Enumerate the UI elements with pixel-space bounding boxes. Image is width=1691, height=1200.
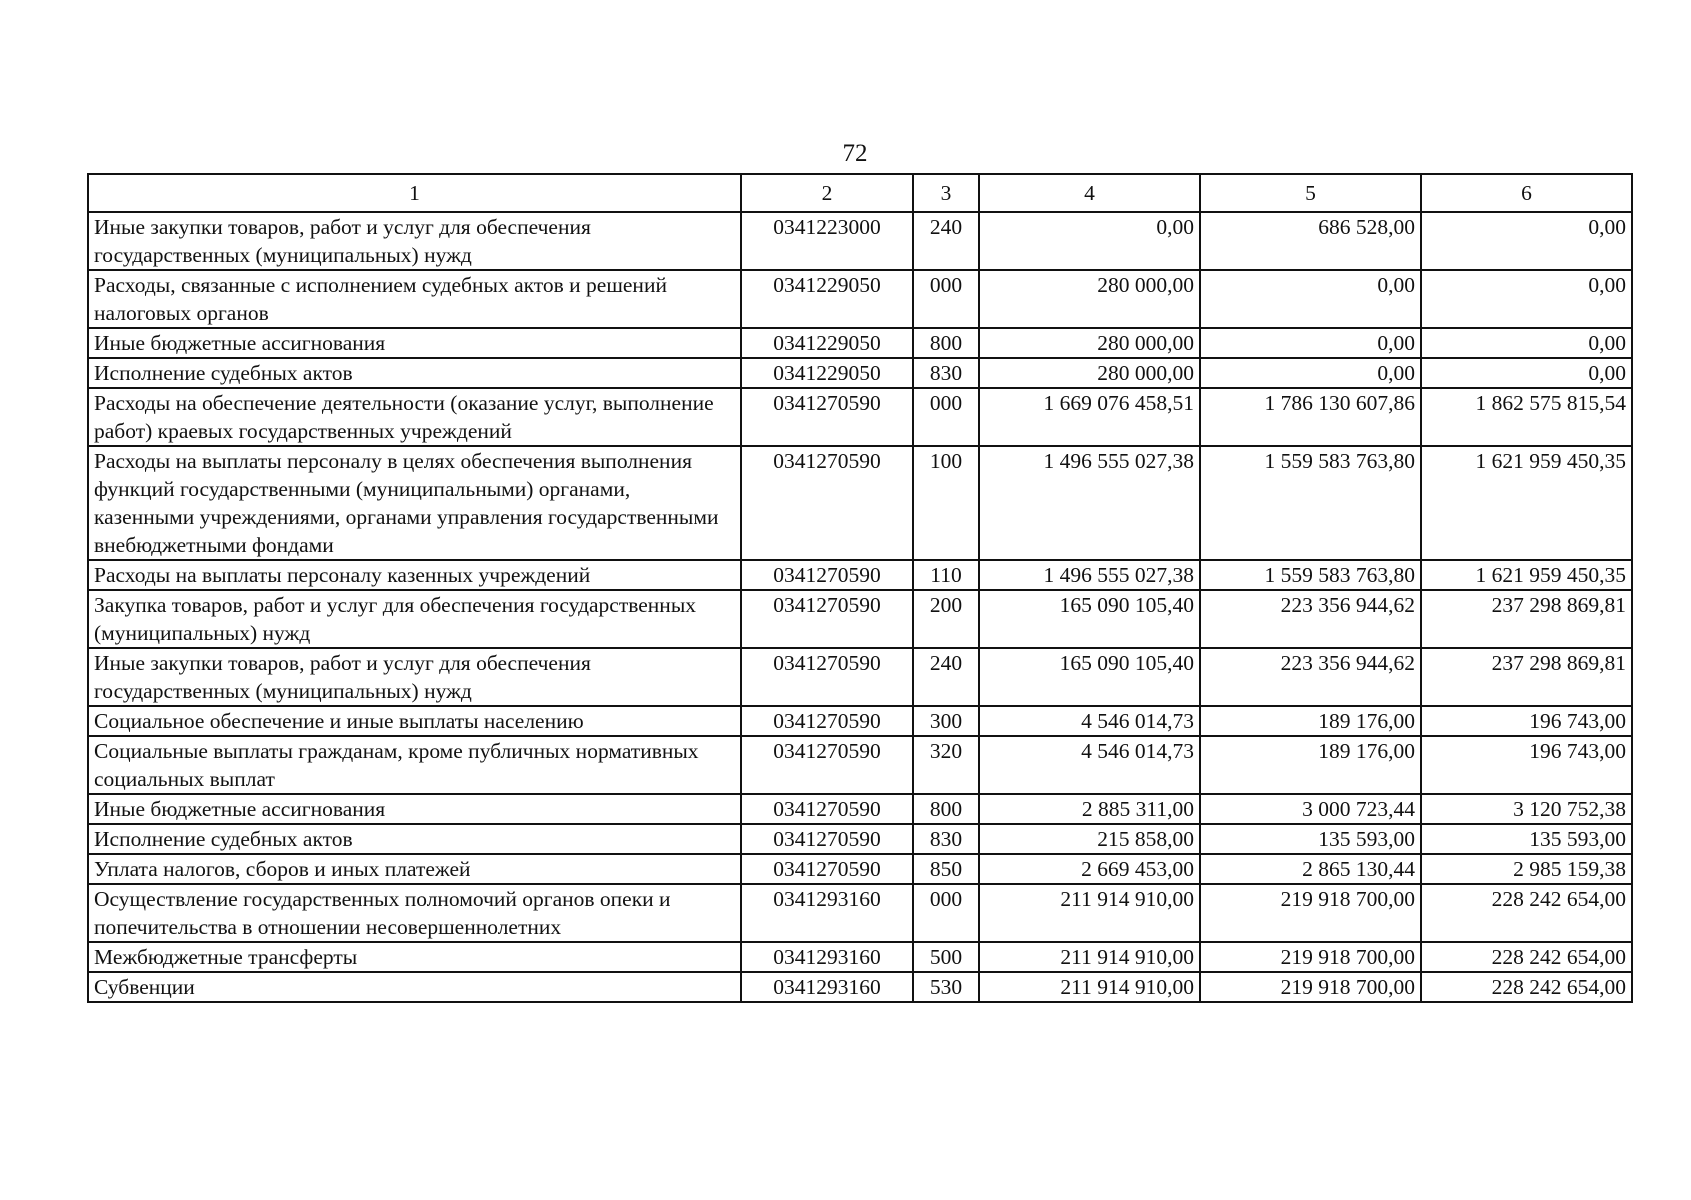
amount-col4-cell: 1 669 076 458,51: [979, 388, 1200, 446]
target-code-cell: 0341229050: [741, 358, 913, 388]
amount-col5-cell: 2 865 130,44: [1200, 854, 1421, 884]
amount-col6-cell: 2 985 159,38: [1421, 854, 1632, 884]
column-header: 5: [1200, 174, 1421, 212]
expense-name-cell: Межбюджетные трансферты: [88, 942, 741, 972]
amount-col6-cell: 196 743,00: [1421, 736, 1632, 794]
amount-col5-cell: 189 176,00: [1200, 736, 1421, 794]
table-row: [88, 446, 1632, 560]
amount-col4-cell: 4 546 014,73: [979, 736, 1200, 794]
table-row: [88, 328, 1632, 358]
amount-col6-cell: 0,00: [1421, 358, 1632, 388]
amount-col4-cell: 165 090 105,40: [979, 648, 1200, 706]
amount-col4-cell: 280 000,00: [979, 358, 1200, 388]
target-code-cell: 0341293160: [741, 884, 913, 942]
table-row: [88, 706, 1632, 736]
expense-type-cell: 240: [913, 212, 979, 270]
amount-col4-cell: 211 914 910,00: [979, 942, 1200, 972]
expense-type-cell: 800: [913, 328, 979, 358]
target-code-cell: 0341229050: [741, 328, 913, 358]
amount-col4-cell: 0,00: [979, 212, 1200, 270]
amount-col6-cell: 228 242 654,00: [1421, 972, 1632, 1002]
expense-name-cell: Иные бюджетные ассигнования: [88, 794, 741, 824]
expense-name-cell: Расходы на выплаты персоналу в целях обеспечения выполнения функций государственными (муниципальными) органами, казенными учреждениями, органами управления государственными внебюджетными фондами: [88, 446, 741, 560]
target-code-cell: 0341270590: [741, 590, 913, 648]
amount-col6-cell: 228 242 654,00: [1421, 884, 1632, 942]
amount-col6-cell: 135 593,00: [1421, 824, 1632, 854]
amount-col6-cell: 237 298 869,81: [1421, 590, 1632, 648]
expense-type-cell: 000: [913, 884, 979, 942]
table-row: [88, 358, 1632, 388]
amount-col5-cell: 1 559 583 763,80: [1200, 560, 1421, 590]
target-code-cell: 0341270590: [741, 854, 913, 884]
table-row: [88, 648, 1632, 706]
column-header: 4: [979, 174, 1200, 212]
table-row: [88, 884, 1632, 942]
expense-name-cell: Иные бюджетные ассигнования: [88, 328, 741, 358]
amount-col5-cell: 135 593,00: [1200, 824, 1421, 854]
target-code-cell: 0341270590: [741, 706, 913, 736]
column-header: 1: [88, 174, 741, 212]
table-row: [88, 270, 1632, 328]
amount-col4-cell: 211 914 910,00: [979, 972, 1200, 1002]
amount-col4-cell: 280 000,00: [979, 270, 1200, 328]
table-row: [88, 942, 1632, 972]
amount-col5-cell: 219 918 700,00: [1200, 972, 1421, 1002]
target-code-cell: 0341270590: [741, 560, 913, 590]
column-header: 2: [741, 174, 913, 212]
target-code-cell: 0341293160: [741, 942, 913, 972]
expense-name-cell: Субвенции: [88, 972, 741, 1002]
target-code-cell: 0341270590: [741, 446, 913, 560]
amount-col4-cell: 215 858,00: [979, 824, 1200, 854]
expense-name-cell: Исполнение судебных актов: [88, 358, 741, 388]
table-row: [88, 854, 1632, 884]
amount-col6-cell: 1 621 959 450,35: [1421, 560, 1632, 590]
expense-type-cell: 240: [913, 648, 979, 706]
amount-col4-cell: 280 000,00: [979, 328, 1200, 358]
amount-col4-cell: 4 546 014,73: [979, 706, 1200, 736]
expense-name-cell: Расходы, связанные с исполнением судебных актов и решений налоговых органов: [88, 270, 741, 328]
column-header: 6: [1421, 174, 1632, 212]
amount-col5-cell: 219 918 700,00: [1200, 884, 1421, 942]
amount-col4-cell: 1 496 555 027,38: [979, 446, 1200, 560]
target-code-cell: 0341270590: [741, 736, 913, 794]
amount-col5-cell: 223 356 944,62: [1200, 648, 1421, 706]
table-row: [88, 560, 1632, 590]
amount-col4-cell: 211 914 910,00: [979, 884, 1200, 942]
table-row: [88, 212, 1632, 270]
amount-col4-cell: 165 090 105,40: [979, 590, 1200, 648]
expense-type-cell: 000: [913, 388, 979, 446]
expense-type-cell: 110: [913, 560, 979, 590]
amount-col5-cell: 223 356 944,62: [1200, 590, 1421, 648]
amount-col5-cell: 189 176,00: [1200, 706, 1421, 736]
budget-table: [87, 173, 1633, 1003]
expense-name-cell: Социальные выплаты гражданам, кроме публичных нормативных социальных выплат: [88, 736, 741, 794]
column-header: 3: [913, 174, 979, 212]
target-code-cell: 0341270590: [741, 824, 913, 854]
expense-type-cell: 830: [913, 824, 979, 854]
amount-col4-cell: 2 669 453,00: [979, 854, 1200, 884]
page-number: 72: [842, 140, 868, 167]
expense-type-cell: 500: [913, 942, 979, 972]
target-code-cell: 0341229050: [741, 270, 913, 328]
amount-col6-cell: 1 621 959 450,35: [1421, 446, 1632, 560]
expense-name-cell: Иные закупки товаров, работ и услуг для обеспечения государственных (муниципальных) нужд: [88, 648, 741, 706]
amount-col4-cell: 2 885 311,00: [979, 794, 1200, 824]
table-row: [88, 736, 1632, 794]
amount-col5-cell: 1 786 130 607,86: [1200, 388, 1421, 446]
amount-col6-cell: 0,00: [1421, 328, 1632, 358]
header-row: [88, 174, 1632, 212]
table-row: [88, 590, 1632, 648]
amount-col6-cell: 237 298 869,81: [1421, 648, 1632, 706]
amount-col4-cell: 1 496 555 027,38: [979, 560, 1200, 590]
expense-name-cell: Уплата налогов, сборов и иных платежей: [88, 854, 741, 884]
expense-type-cell: 850: [913, 854, 979, 884]
table-row: [88, 388, 1632, 446]
amount-col5-cell: 686 528,00: [1200, 212, 1421, 270]
expense-name-cell: Исполнение судебных актов: [88, 824, 741, 854]
expense-type-cell: 200: [913, 590, 979, 648]
expense-name-cell: Расходы на выплаты персоналу казенных учреждений: [88, 560, 741, 590]
amount-col6-cell: 1 862 575 815,54: [1421, 388, 1632, 446]
expense-name-cell: Иные закупки товаров, работ и услуг для обеспечения государственных (муниципальных) нужд: [88, 212, 741, 270]
expense-name-cell: Расходы на обеспечение деятельности (оказание услуг, выполнение работ) краевых государственных учреждений: [88, 388, 741, 446]
expense-type-cell: 800: [913, 794, 979, 824]
expense-name-cell: Закупка товаров, работ и услуг для обеспечения государственных (муниципальных) нужд: [88, 590, 741, 648]
amount-col6-cell: 228 242 654,00: [1421, 942, 1632, 972]
table-row: [88, 794, 1632, 824]
table-row: [88, 824, 1632, 854]
target-code-cell: 0341270590: [741, 794, 913, 824]
amount-col6-cell: 196 743,00: [1421, 706, 1632, 736]
amount-col5-cell: 3 000 723,44: [1200, 794, 1421, 824]
expense-type-cell: 320: [913, 736, 979, 794]
table-row: [88, 972, 1632, 1002]
target-code-cell: 0341270590: [741, 388, 913, 446]
amount-col5-cell: 0,00: [1200, 358, 1421, 388]
expense-type-cell: 300: [913, 706, 979, 736]
target-code-cell: 0341270590: [741, 648, 913, 706]
amount-col6-cell: 0,00: [1421, 212, 1632, 270]
expense-type-cell: 000: [913, 270, 979, 328]
target-code-cell: 0341293160: [741, 972, 913, 1002]
expense-name-cell: Осуществление государственных полномочий органов опеки и попечительства в отношении несовершеннолетних: [88, 884, 741, 942]
expense-type-cell: 100: [913, 446, 979, 560]
amount-col5-cell: 1 559 583 763,80: [1200, 446, 1421, 560]
amount-col6-cell: 3 120 752,38: [1421, 794, 1632, 824]
expense-type-cell: 530: [913, 972, 979, 1002]
amount-col5-cell: 0,00: [1200, 270, 1421, 328]
expense-type-cell: 830: [913, 358, 979, 388]
target-code-cell: 0341223000: [741, 212, 913, 270]
amount-col5-cell: 0,00: [1200, 328, 1421, 358]
expense-name-cell: Социальное обеспечение и иные выплаты населению: [88, 706, 741, 736]
amount-col6-cell: 0,00: [1421, 270, 1632, 328]
amount-col5-cell: 219 918 700,00: [1200, 942, 1421, 972]
